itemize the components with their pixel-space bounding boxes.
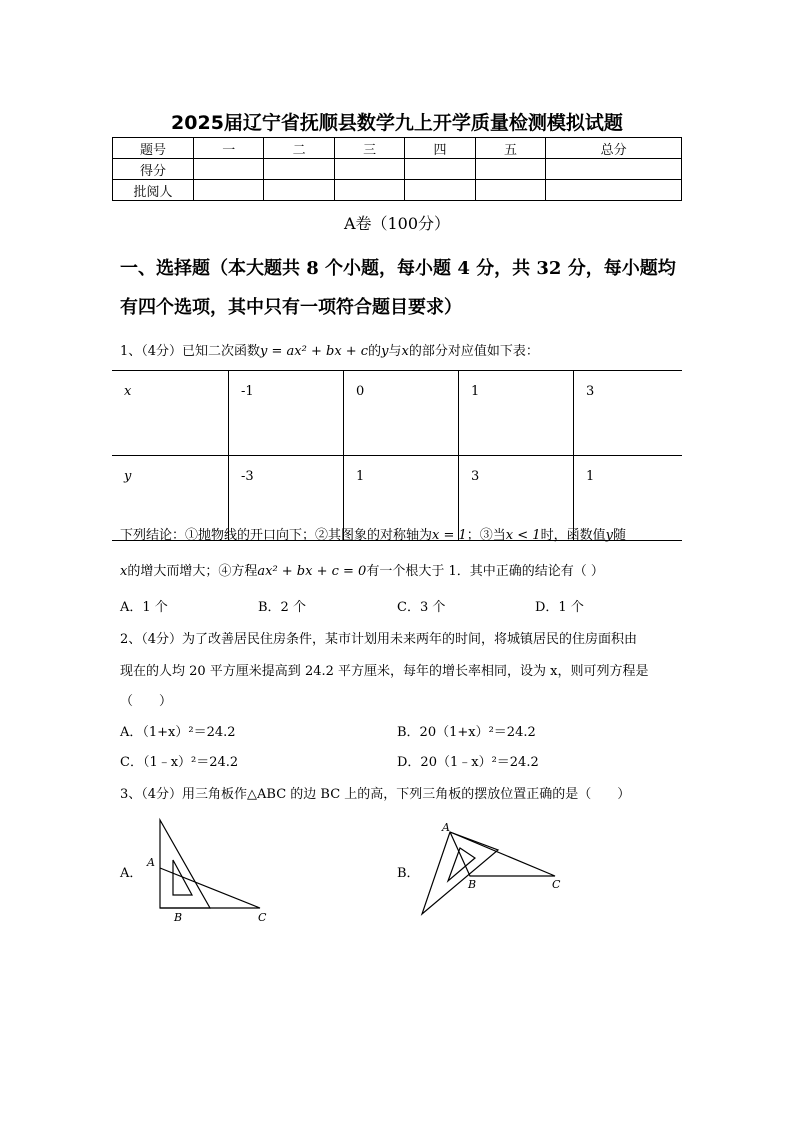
q1-cell: 1 (459, 371, 574, 456)
score-cell (264, 180, 334, 201)
score-table-header-row (113, 138, 682, 159)
q2-stem-line1: 2、（4分）为了改善居民住房条件，某市计划用未来两年的时间，将城镇居民的住房面积由 (120, 632, 638, 647)
score-header-cell: 二 (264, 138, 334, 159)
q1-cell: -1 (229, 371, 344, 456)
q3-figure-b (410, 818, 570, 923)
triangle-abc (450, 832, 555, 876)
q3-figure-a (140, 815, 280, 925)
q1-conclusion-text: 随 (612, 528, 626, 543)
q3-stem: 3、（4分）用三角板作△ABC 的边 BC 上的高，下列三角板的摆放位置正确的是（ ） (120, 787, 631, 802)
score-cell (405, 180, 475, 201)
q3a-vertex-c: C (258, 911, 267, 924)
section1-heading-line2: 有四个选项，其中只有一项符合题目要求） (120, 297, 462, 318)
q2-option-c: C．（1﹣x）²＝24.2 (120, 755, 239, 770)
q3-option-b-label: B． (397, 866, 420, 881)
q1-cell: 3 (459, 456, 574, 541)
q1-formula: x = 1 (432, 528, 467, 543)
q1-cell: -3 (229, 456, 344, 541)
set-square-large (422, 832, 498, 914)
q1-formula: y (605, 528, 613, 543)
q1-cell-label: y (124, 469, 132, 484)
score-cell (194, 159, 264, 180)
score-cell (405, 159, 475, 180)
q3a-vertex-b: B (174, 911, 183, 924)
score-cell (264, 159, 334, 180)
q1-conclusion-text: 时，函数值 (540, 528, 606, 543)
q3b-vertex-a: A (442, 821, 450, 834)
q3a-vertex-a: A (147, 856, 155, 869)
score-cell (194, 180, 264, 201)
q3b-vertex-c: C (552, 878, 561, 891)
q2-option-a: A．（1+x）²＝24.2 (120, 725, 236, 740)
q1-cell (112, 371, 229, 456)
q1-cell: 3 (574, 371, 683, 456)
score-header-cell: 五 (475, 138, 545, 159)
triangle-abc (160, 868, 260, 908)
score-cell (475, 180, 545, 201)
q1-mid1: 的 (368, 344, 382, 359)
q1-suffix: 的部分对应值如下表： (408, 344, 539, 359)
q3b-vertex-b: B (468, 878, 477, 891)
q1-option-d: D．1 个 (535, 600, 584, 615)
score-row-label: 得分 (113, 159, 194, 180)
q1-conclusion-text: ；③当 (466, 528, 506, 543)
q1-formula: x (120, 564, 128, 579)
q1-cell: 0 (344, 371, 459, 456)
score-header-cell: 总分 (546, 138, 682, 159)
q1-prefix: 1、（4分）已知二次函数 (120, 344, 261, 359)
q1-conclusion-text: 下列结论：①抛物线的开口向下；②其图象的对称轴为 (120, 528, 433, 543)
q1-cell: 1 (344, 456, 459, 541)
q1-conclusion-text: 有一个根大于 1．其中正确的结论有（ ） (366, 564, 604, 579)
section-a-heading: A卷（100分） (343, 214, 451, 233)
q1-row-x (112, 371, 682, 456)
q1-value-table (112, 370, 682, 541)
q3-option-a-label: A． (120, 866, 143, 881)
score-header-cell: 一 (194, 138, 264, 159)
q1-option-b: B．2 个 (258, 600, 306, 615)
reviewer-row (113, 180, 682, 201)
score-table (112, 137, 682, 201)
score-header-cell: 三 (334, 138, 404, 159)
section1-heading-line1: 一、选择题（本大题共 8 个小题，每小题 4 分，共 32 分，每小题均 (120, 258, 676, 279)
q1-cell-label: x (124, 384, 132, 399)
q1-option-a: A．1 个 (120, 600, 168, 615)
score-row-label: 批阅人 (113, 180, 194, 201)
q2-stem-line3: （ ） (120, 694, 173, 709)
q1-stem (120, 340, 685, 359)
score-cell (334, 159, 404, 180)
score-row (113, 159, 682, 180)
score-cell (334, 180, 404, 201)
q1-option-c: C．3 个 (397, 600, 446, 615)
q2-stem-line2: 现在的人均 20 平方厘米提高到 24.2 平方厘米，每年的增长率相同，设为 x，则可列方程是 (120, 664, 649, 679)
q1-formula: y = ax² + bx + c (260, 344, 369, 359)
q2-option-d: D．20（1﹣x）²＝24.2 (397, 755, 539, 770)
q1-conclusion-line1 (120, 524, 685, 543)
score-cell (475, 159, 545, 180)
q1-mid2: 与 (388, 344, 402, 359)
score-cell (546, 159, 682, 180)
q1-conclusion-text: 的增大而增大；④方程 (127, 564, 258, 579)
q1-cell: 1 (574, 456, 683, 541)
q1-formula: ax² + bx + c = 0 (257, 564, 367, 579)
q1-var-y: y (381, 344, 389, 359)
q1-var-x: x (401, 344, 409, 359)
q1-formula: x < 1 (505, 528, 541, 543)
q2-option-b: B．20（1+x）²＝24.2 (397, 725, 536, 740)
q1-conclusion-line2 (120, 560, 685, 579)
score-cell (546, 180, 682, 201)
score-header-cell: 四 (405, 138, 475, 159)
score-header-cell: 题号 (113, 138, 194, 159)
exam-title: 2025届辽宁省抚顺县数学九上开学质量检测模拟试题 (171, 112, 623, 134)
